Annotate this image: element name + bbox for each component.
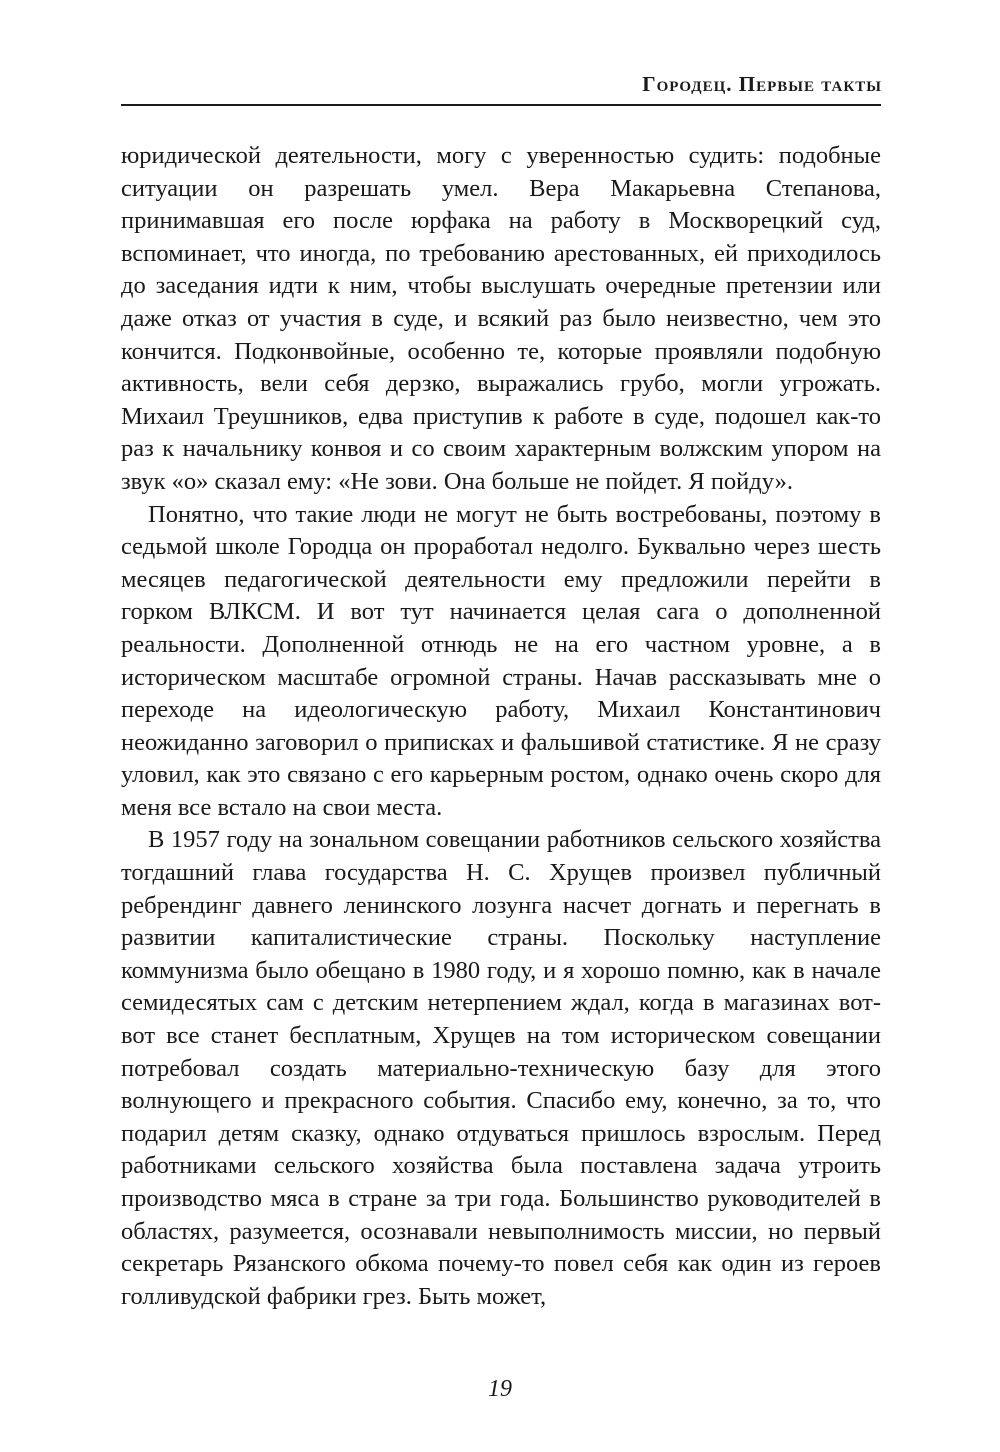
body-text — [121, 140, 881, 1313]
paragraph-2: Понятно, что такие люди не могут не быть востребованы, поэтому в седьмой школе Городца он проработал недолго. Буквально через шесть месяцев педагогической деятельности ему предложили перейти в горком ВЛКСМ. И вот тут начинается целая сага о дополненной реальности. Дополненной отнюдь не на его частном уровне, а в историческом масштабе огромной страны. Начав рассказывать мне о переходе на идеологическую работу, Михаил Константинович неожиданно заговорил о приписках и фальшивой статистике. Я не сразу уловил, как это связано с его карьерным ростом, однако очень скоро для меня все встало на свои места. — [121, 500, 881, 821]
paragraph-3: В 1957 году на зональном совещании работников сельского хозяйства тогдашний глава государства Н. С. Хрущев произвел публичный ребрендинг давнего ленинского лозунга насчет догнать и перегнать в развитии капиталистические страны. Поскольку наступление коммунизма было обещано в 1980 году, и я хорошо помню, как в начале семидесятых сам с детским нетерпением ждал, когда в магазинах вот-вот все станет бесплатным, Хрущев на том историческом совещании потребовал создать материально-техническую базу для этого волнующего и прекрасного события. Спасибо ему, конечно, за то, что подарил детям сказку, однако отдуваться пришлось взрослым. Перед работниками сельского хозяйства была поставлена задача утроить производство мяса в стране за три года. Большинство руководителей в областях, разумеется, осознавали невыполнимость миссии, но первый секретарь Рязанского обкома почему-то повел себя как один из героев голливудской фабрики грез. Быть может, — [121, 826, 881, 1310]
header-rule — [121, 104, 881, 106]
page-number: 19 — [488, 1376, 512, 1402]
paragraph-1: юридической деятельности, могу с уверенностью судить: подобные ситуации он разрешать умел. Вера Макарьевна Степанова, принимавшая его после юрфака на работу в Москворецкий суд, вспоминает, что иногда, по требованию арестованных, ей приходилось до заседания идти к ним, чтобы выслушать очередные претензии или даже отказ от участия в суде, и всякий раз было неизвестно, чем это кончится. Подконвойные, особенно те, которые проявляли подобную активность, вели себя дерзко, выражались грубо, могли угрожать. Михаил Треушников, едва приступив к работе в суде, подошел как-то раз к начальнику конвоя и со своим характерным волжским упором на звук «о» сказал ему: «Не зови. Она больше не пойдет. Я пойду». — [121, 142, 881, 495]
running-head: Городец. Первые такты — [642, 72, 882, 96]
